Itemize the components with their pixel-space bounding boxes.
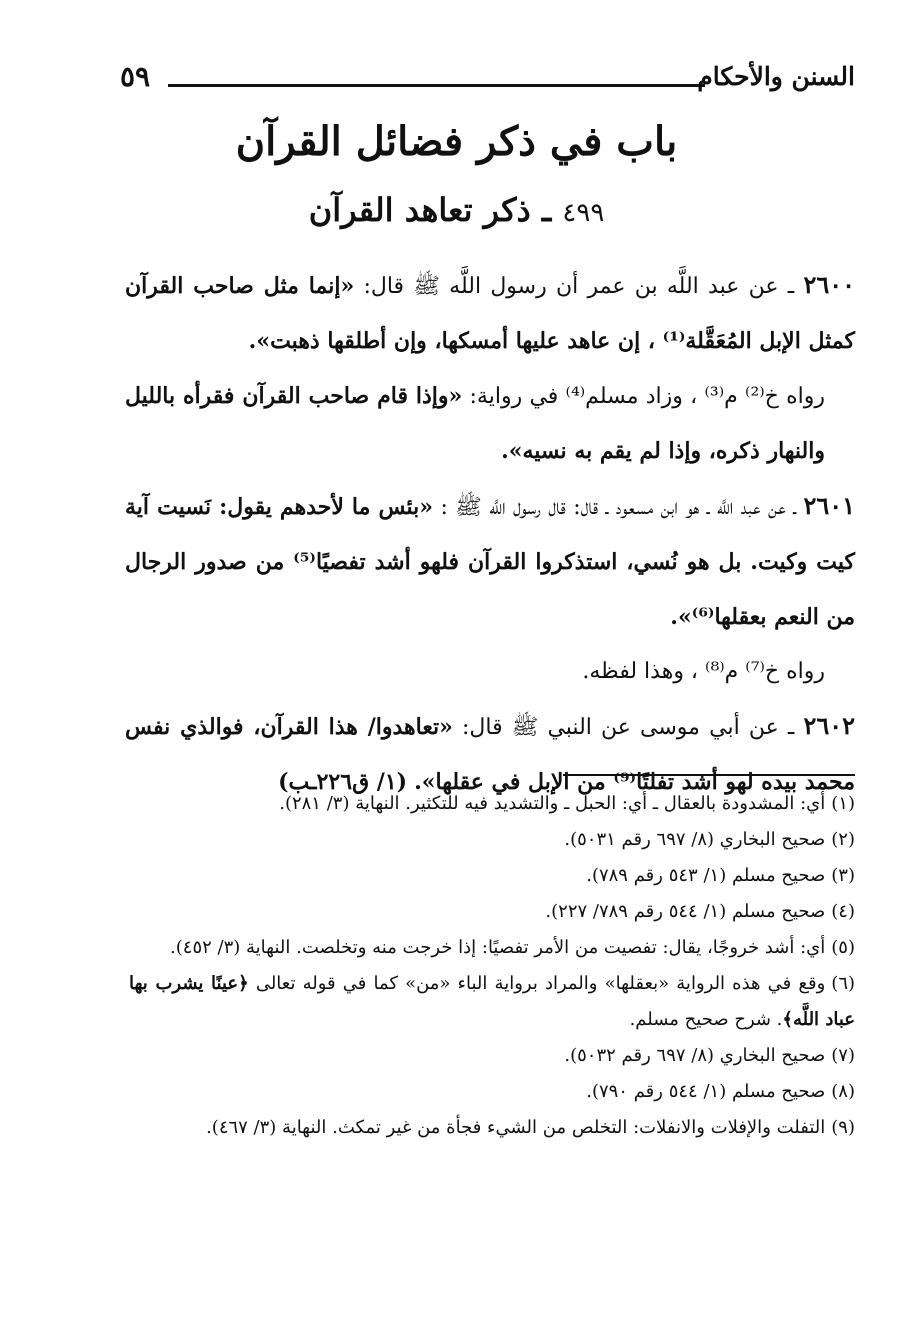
footnote-number: (٥): [831, 937, 855, 958]
footnote-text: وقع في هذه الرواية «بعقلها» والمراد برواية الباء «من» كما في قوله تعالى: [248, 973, 826, 994]
footnote-4: [129, 894, 855, 930]
hadith-number: ٢٦٠٠: [803, 270, 856, 299]
footnote-text: صحيح البخاري (٨/ ٦٩٧ رقم ٥٠٣٢).: [564, 1045, 826, 1066]
manuscript-folio-note: (١/ ق٢٢٦ـب): [278, 769, 408, 795]
footnote-number: (٣): [831, 865, 855, 886]
source-lead: رواه خ⁽⁷⁾ م⁽⁸⁾ ، وهذا لفظه.: [582, 659, 825, 684]
footnote-9: [129, 1110, 855, 1146]
footnote-text: أي: المشدودة بالعقال ـ أي: الحبل ـ والتشديد فيه للتكثير. النهاية (٣/ ٢٨١).: [279, 793, 826, 814]
footnote-text: أي: أشد خروجًا، يقال: تفصيت من الأمر تفصيًا: إذا خرجت منه وتخلصت. النهاية (٣/ ٤٥٢).: [170, 937, 826, 958]
hadith-quote: «إنما مثل صاحب القرآن كمثل الإبل المُعَقَّلة⁽¹⁾ ، إن عاهد عليها أمسكها، وإن أطلقها ذهبت».: [125, 273, 855, 354]
footnote-text: صحيح مسلم (١/ ٥٤٤ رقم ٧٨٩/ ٢٢٧).: [545, 901, 826, 922]
hadith-number: ٢٦٠٢: [803, 711, 855, 740]
footnote-number: (٩): [831, 1117, 855, 1138]
footnote-number: (٧): [831, 1045, 855, 1066]
footnote-rule: [563, 774, 855, 776]
footnote-6: [129, 966, 855, 1038]
footnote-text: صحيح مسلم (١/ ٥٤٤ رقم ٧٩٠).: [586, 1081, 826, 1102]
hadith-lead: ـ عن عبد اللَّه ـ هو ابن مسعود ـ قال: قال رسول اللَّه ﷺ :: [433, 495, 804, 520]
hadith-quote: «تعاهدوا/ هذا القرآن، فوالذي نفس محمد بيده لهو أشد تفلتًا⁽⁹⁾ من الإبل في عقلها».: [125, 714, 855, 795]
page-number: ٥٩: [120, 60, 151, 93]
footnotes: [129, 786, 855, 1146]
footnote-2: [129, 822, 855, 858]
running-title: السنن والأحكام: [697, 62, 855, 91]
hadith-2601: [125, 479, 855, 645]
source-quote: «وإذا قام صاحب القرآن فقرأه بالليل والنهار ذكره، وإذا لم يقم به نسيه».: [125, 383, 825, 464]
footnote-number: (٢): [831, 829, 855, 850]
footnote-text: صحيح مسلم (١/ ٥٤٣ رقم ٧٨٩).: [586, 865, 826, 886]
hadith-2600-source: [125, 369, 855, 479]
hadith-lead: ـ عن أبي موسى عن النبي ﷺ قال:: [452, 715, 804, 740]
chapter-title: باب في ذكر فضائل القرآن: [235, 118, 678, 165]
footnote-number: (٤): [831, 901, 855, 922]
footnote-7: [129, 1038, 855, 1074]
hadith-quote: «بئس ما لأحدهم يقول: نَسيت آية كيت وكيت. بل هو نُسي، استذكروا القرآن فلهو أشد تفصيًا⁽⁵⁾ من صدور الرجال من النعم بعقلها⁽⁶⁾».: [125, 494, 855, 630]
footnote-8: [129, 1074, 855, 1110]
source-lead: رواه خ⁽²⁾ م⁽³⁾ ، وزاد مسلم⁽⁴⁾ في رواية:: [462, 384, 826, 409]
footnote-number: (٨): [831, 1081, 855, 1102]
section-heading: ـ ذكر تعاهد القرآن: [308, 191, 552, 229]
footnote-3: [129, 858, 855, 894]
footnote-number: (١): [831, 793, 855, 814]
footnote-text: صحيح البخاري (٨/ ٦٩٧ رقم ٥٠٣١).: [564, 829, 826, 850]
header-rule: [168, 84, 705, 87]
section-title: [0, 182, 913, 241]
footnote-number: (٦): [831, 973, 856, 994]
hadith-number: ٢٦٠١: [803, 491, 855, 520]
footnote-text: التفلت والإفلات والانفلات: التخلص من الشيء فجأة من غير تمكث. النهاية (٣/ ٤٦٧).: [206, 1117, 826, 1138]
section-number: ٤٩٩: [562, 198, 605, 228]
quran-verse: ﴿عينًا يشرب بها عباد اللَّه﴾: [129, 973, 855, 1030]
hadith-lead: ـ عن عبد اللَّه بن عمر أن رسول اللَّه ﷺ قال:: [354, 274, 804, 299]
hadith-2601-source: [125, 645, 855, 699]
footnote-text-after: . شرح صحيح مسلم.: [629, 1009, 783, 1030]
footnote-5: [129, 930, 855, 966]
hadith-body: [125, 258, 855, 810]
running-header: [120, 62, 855, 102]
hadith-2600: [125, 258, 855, 369]
footnote-1: [129, 786, 855, 822]
